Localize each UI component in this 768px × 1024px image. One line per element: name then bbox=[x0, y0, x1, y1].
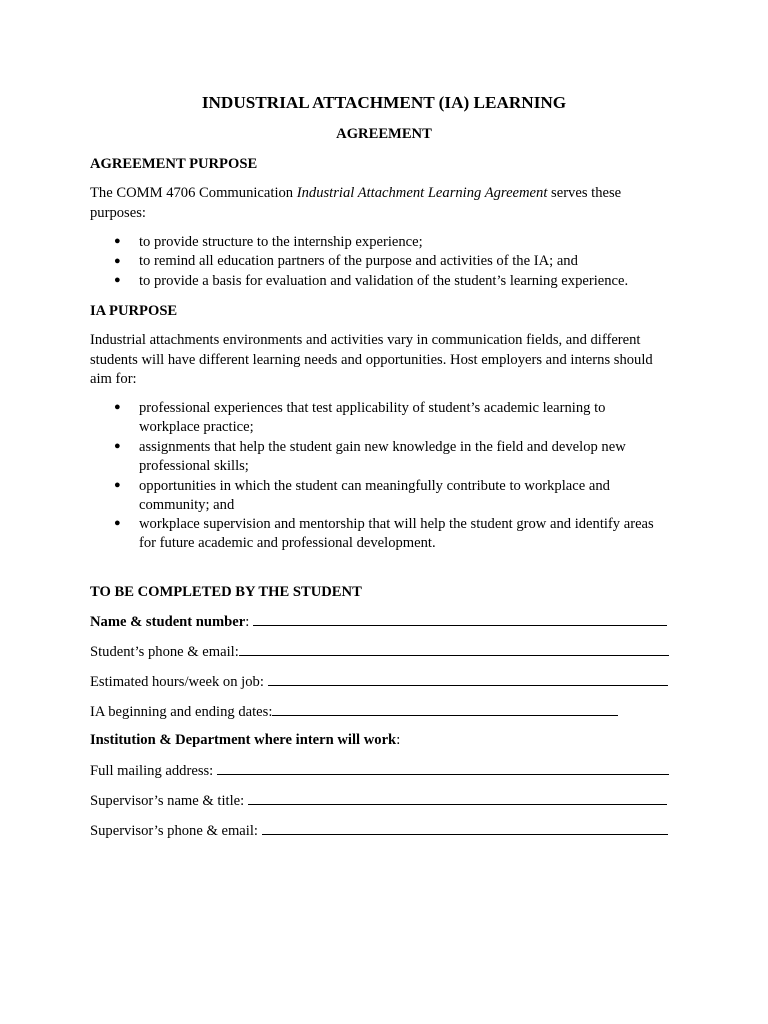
supervisor-phone-email-input[interactable] bbox=[262, 821, 668, 835]
agreement-purpose-bullet: to provide a basis for evaluation and validation of the student’s learning experience. bbox=[139, 273, 629, 289]
ia-purpose-paragraph-line: students will have different learning needs and opportunities. Host employers and interns should bbox=[90, 352, 653, 368]
supervisor-phone-field-label: Supervisor’s phone & email: bbox=[90, 823, 258, 839]
supervisor-name-field-label: Supervisor’s name & title: bbox=[90, 793, 245, 809]
bullet-icon: ● bbox=[114, 255, 121, 267]
institution-field-colon: : bbox=[396, 732, 401, 748]
agreement-purpose-intro-line2: purposes: bbox=[90, 205, 146, 221]
phone-field-row bbox=[90, 642, 669, 662]
bullet-icon: ● bbox=[114, 235, 121, 247]
supervisor-phone-field-row bbox=[90, 821, 668, 841]
bullet-icon: ● bbox=[114, 517, 121, 529]
hours-field-row bbox=[90, 672, 668, 692]
address-field-label: Full mailing address: bbox=[90, 763, 214, 779]
document-title: INDUSTRIAL ATTACHMENT (IA) LEARNING bbox=[201, 93, 567, 112]
student-phone-email-input[interactable] bbox=[239, 642, 669, 656]
agreement-purpose-intro bbox=[90, 184, 621, 203]
hours-field-label: Estimated hours/week on job: bbox=[90, 674, 264, 690]
ia-purpose-bullet: assignments that help the student gain new knowledge in the field and develop new bbox=[139, 439, 626, 455]
bullet-icon: ● bbox=[114, 401, 121, 413]
name-student-number-input[interactable] bbox=[253, 612, 667, 626]
supervisor-name-field-row bbox=[90, 791, 667, 811]
dates-field-label: IA beginning and ending dates: bbox=[90, 704, 273, 720]
ia-purpose-bullet: professional experiences that test applicability of student’s academic learning to bbox=[139, 400, 606, 416]
hours-per-week-input[interactable] bbox=[268, 672, 668, 686]
intro-text: The COMM 4706 Communication bbox=[90, 185, 297, 201]
name-field-row bbox=[90, 612, 667, 632]
agreement-purpose-bullet: to provide structure to the internship experience; bbox=[139, 234, 423, 250]
institution-field-label: Institution & Department where intern will work bbox=[90, 732, 397, 748]
mailing-address-input[interactable] bbox=[217, 761, 669, 775]
ia-purpose-bullet: workplace supervision and mentorship that will help the student grow and identify areas bbox=[139, 516, 654, 532]
ia-purpose-paragraph-line: aim for: bbox=[90, 371, 137, 387]
institution-field-row bbox=[90, 731, 400, 750]
bullet-icon: ● bbox=[114, 440, 121, 452]
dates-field-row bbox=[90, 702, 618, 722]
ia-purpose-paragraph-line: Industrial attachments environments and activities vary in communication fields, and different bbox=[90, 332, 641, 348]
supervisor-name-title-input[interactable] bbox=[248, 791, 667, 805]
bullet-icon: ● bbox=[114, 274, 121, 286]
ia-purpose-bullet-cont: professional skills; bbox=[139, 458, 249, 474]
ia-purpose-heading: IA PURPOSE bbox=[90, 303, 178, 319]
phone-field-label: Student’s phone & email: bbox=[90, 644, 239, 660]
name-field-label: Name & student number bbox=[90, 614, 246, 630]
ia-purpose-bullet-cont: community; and bbox=[139, 497, 235, 513]
agreement-name-italic: Industrial Attachment Learning Agreement bbox=[296, 185, 548, 201]
ia-purpose-bullet-cont: for future academic and professional development. bbox=[139, 535, 436, 551]
intro-text-end: serves these bbox=[547, 185, 622, 201]
name-field-colon: : bbox=[245, 614, 250, 630]
ia-purpose-bullet: opportunities in which the student can meaningfully contribute to workplace and bbox=[139, 478, 610, 494]
agreement-purpose-heading: AGREEMENT PURPOSE bbox=[90, 156, 258, 172]
ia-purpose-bullet-cont: workplace practice; bbox=[139, 419, 254, 435]
document-subtitle: AGREEMENT bbox=[336, 126, 432, 142]
address-field-row bbox=[90, 761, 669, 781]
ia-dates-input[interactable] bbox=[272, 702, 618, 716]
bullet-icon: ● bbox=[114, 479, 121, 491]
agreement-purpose-bullet: to remind all education partners of the purpose and activities of the IA; and bbox=[139, 253, 578, 269]
student-section-heading: TO BE COMPLETED BY THE STUDENT bbox=[90, 584, 362, 600]
